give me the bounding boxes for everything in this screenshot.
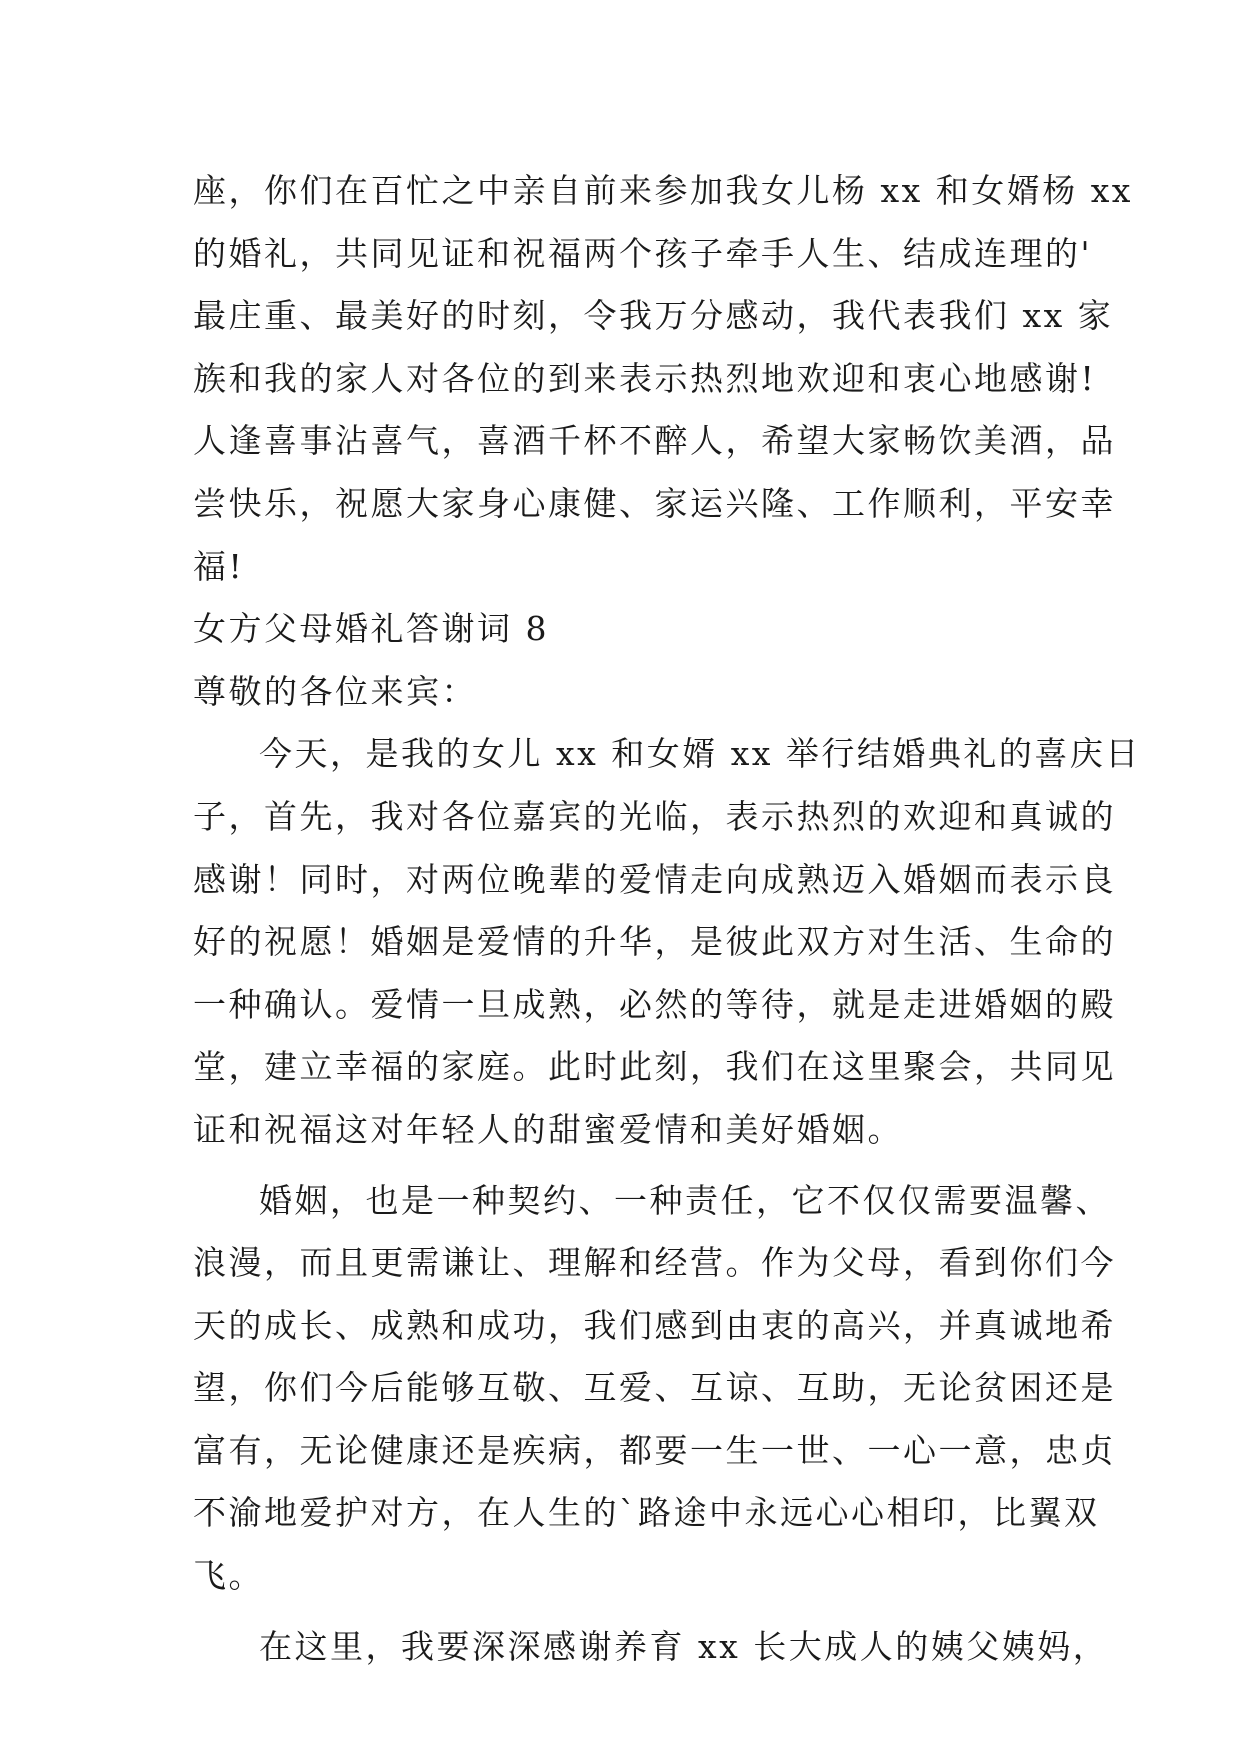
salutation-text: 尊敬的各位来宾： xyxy=(193,671,477,711)
paragraph-continuation xyxy=(193,160,1133,598)
paragraph-marriage xyxy=(193,1170,1116,1608)
text-line: 人逢喜事沾喜气，喜酒千杯不醉人，希望大家畅饮美酒，品 xyxy=(193,421,1116,461)
text-line: 在这里，我要深深感谢养育 xx 长大成人的姨父姨妈， xyxy=(259,1626,1109,1666)
text-line: 最庄重、最美好的时刻，令我万分感动，我代表我们 xx 家 xyxy=(193,296,1114,336)
text-line: 族和我的家人对各位的到来表示热烈地欢迎和衷心地感谢! xyxy=(193,358,1097,398)
text-line: 尝快乐，祝愿大家身心康健、家运兴隆、工作顺利，平安幸 xyxy=(193,483,1116,523)
text-line: 望，你们今后能够互敬、互爱、互谅、互助，无论贫困还是 xyxy=(193,1368,1116,1408)
text-line: 浪漫，而且更需谦让、理解和经营。作为父母，看到你们今 xyxy=(193,1243,1116,1283)
text-line: 的婚礼，共同见证和祝福两个孩子牵手人生、结成连理的' xyxy=(193,233,1093,273)
text-line: 富有，无论健康还是疾病，都要一生一世、一心一意，忠贞 xyxy=(193,1430,1116,1470)
section-title-text: 女方父母婚礼答谢词 8 xyxy=(193,609,549,649)
text-line: 感谢！同时，对两位晚辈的爱情走向成熟迈入婚姻而表示良 xyxy=(193,859,1116,899)
text-line: 飞。 xyxy=(193,1556,264,1596)
text-line: 不渝地爱护对方，在人生的`路途中永远心心相印，比翼双 xyxy=(193,1493,1100,1533)
text-line: 一种确认。爱情一旦成熟，必然的等待，就是走进婚姻的殿 xyxy=(193,984,1116,1024)
document-body xyxy=(193,160,1141,1678)
section-title xyxy=(193,598,1073,661)
text-line: 天的成长、成熟和成功，我们感到由衷的高兴，并真诚地希 xyxy=(193,1305,1116,1345)
paragraph-thanks xyxy=(193,1616,1109,1679)
text-line: 福! xyxy=(193,546,245,586)
text-line: 证和祝福这对年轻人的甜蜜爱情和美好婚姻。 xyxy=(193,1109,903,1149)
text-line: 今天，是我的女儿 xx 和女婿 xx 举行结婚典礼的喜庆日 xyxy=(259,734,1141,774)
text-line: 座，你们在百忙之中亲自前来参加我女儿杨 xx 和女婿杨 xx xyxy=(193,171,1133,210)
text-line: 婚姻，也是一种契约、一种责任，它不仅仅需要温馨、 xyxy=(259,1180,1111,1220)
text-line: 好的祝愿！婚姻是爱情的升华，是彼此双方对生活、生命的 xyxy=(193,922,1116,962)
paragraph-opening xyxy=(193,723,1141,1161)
text-line: 子，首先，我对各位嘉宾的光临，表示热烈的欢迎和真诚的 xyxy=(193,796,1116,836)
salutation xyxy=(193,661,1073,724)
text-line: 堂，建立幸福的家庭。此时此刻，我们在这里聚会，共同见 xyxy=(193,1047,1116,1087)
